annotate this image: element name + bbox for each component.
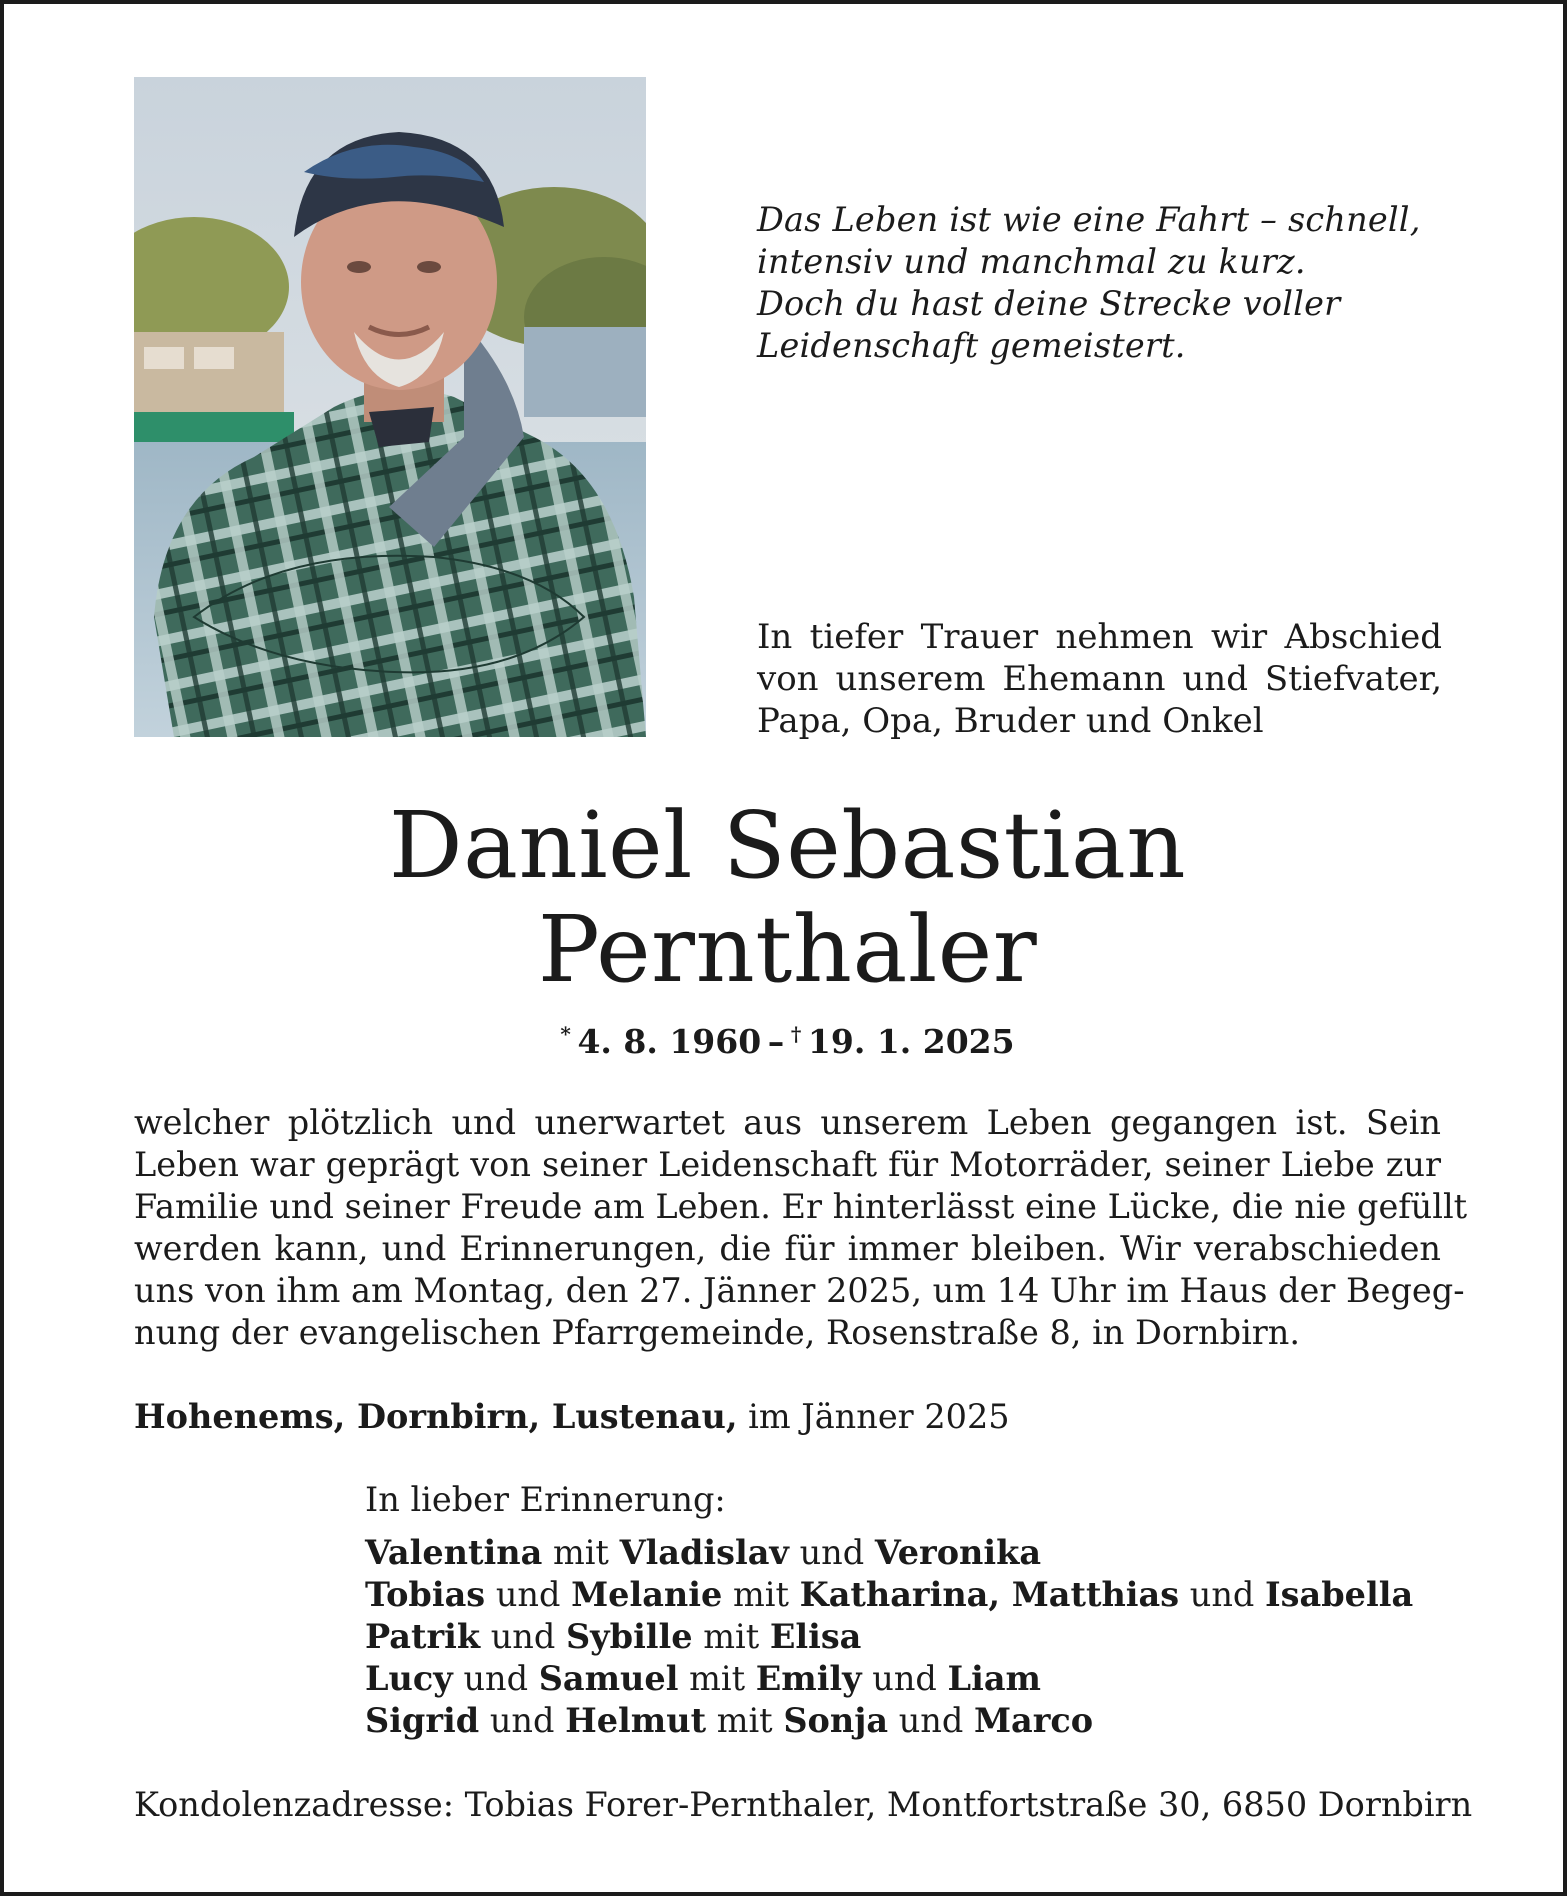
death-cross-icon: †: [790, 1022, 802, 1046]
mourner-name: Isabella: [1265, 1575, 1414, 1614]
obituary-body: [134, 1102, 1468, 1354]
deceased-name: [4, 794, 1567, 1002]
body-line: welcher plötzlich und unerwartet aus unserem Leben gegangen ist. Sein: [134, 1103, 1441, 1142]
memory-title: In lieber Erinnerung:: [365, 1480, 726, 1519]
quote-line: Doch du hast deine Strecke voller: [757, 284, 1341, 323]
mourner-row: [365, 1700, 1413, 1742]
mourner-name: Melanie: [571, 1575, 723, 1614]
mourner-connector: mit: [716, 1701, 773, 1740]
mourner-name: Helmut: [565, 1701, 707, 1740]
quote-line: Das Leben ist wie eine Fahrt – schnell,: [757, 200, 1421, 239]
body-line: Leben war geprägt von seiner Leidenschaft für Motorräder, seiner Liebe zur: [134, 1145, 1441, 1184]
body-line: werden kann, und Erinnerungen, die für immer bleiben. Wir verabschieden: [134, 1229, 1441, 1268]
death-date: 19. 1. 2025: [807, 1022, 1015, 1061]
mourners-list: [365, 1532, 1413, 1742]
mourner-row: [365, 1658, 1413, 1700]
mourner-name: Katharina, Matthias: [799, 1575, 1180, 1614]
mourner-connector: mit: [732, 1575, 789, 1614]
mourner-connector: und: [489, 1701, 555, 1740]
mourner-name: Sigrid: [365, 1701, 480, 1740]
date-separator: –: [767, 1022, 785, 1061]
intro-line: von unserem Ehemann und Stiefvater,: [757, 659, 1442, 699]
name-line-last: Pernthaler: [537, 896, 1038, 1003]
body-line: nung der evangelischen Pfarrgemeinde, Rosenstraße 8, in Dornbirn.: [134, 1313, 1301, 1352]
mourner-connector: mit: [689, 1659, 746, 1698]
mourner-connector: mit: [552, 1533, 609, 1572]
mourning-intro: [757, 616, 1442, 742]
mourner-connector: und: [490, 1617, 556, 1656]
place-locations: Hohenems, Dornbirn, Lustenau,: [134, 1397, 738, 1436]
mourner-name: Marco: [973, 1701, 1094, 1740]
mourner-name: Valentina: [365, 1533, 543, 1572]
intro-line: In tiefer Trauer nehmen wir Abschied: [757, 617, 1442, 657]
portrait-photo: [134, 77, 646, 737]
birth-star-icon: *: [560, 1022, 571, 1046]
mourner-connector: und: [463, 1659, 529, 1698]
body-line: uns von ihm am Montag, den 27. Jänner 2025, um 14 Uhr im Haus der Begeg-: [134, 1271, 1465, 1310]
name-line-first: Daniel Sebastian: [388, 792, 1187, 899]
quote-line: intensiv und manchmal zu kurz.: [757, 242, 1306, 281]
mourner-row: [365, 1532, 1413, 1574]
mourner-name: Vladislav: [619, 1533, 789, 1572]
place-date: im Jänner 2025: [748, 1397, 1010, 1436]
intro-line: Papa, Opa, Bruder und Onkel: [757, 701, 1264, 741]
mourner-name: Tobias: [365, 1575, 486, 1614]
mourner-name: Patrik: [365, 1617, 481, 1656]
birth-date: 4. 8. 1960: [577, 1022, 762, 1061]
mourner-name: Sybille: [565, 1617, 693, 1656]
mourner-name: Emily: [755, 1659, 862, 1698]
body-line: Familie und seiner Freude am Leben. Er hinterlässt eine Lücke, die nie gefüllt: [134, 1187, 1468, 1226]
epitaph-quote: [757, 199, 1457, 367]
mourner-connector: und: [898, 1701, 964, 1740]
mourner-name: Veronika: [874, 1533, 1042, 1572]
mourner-name: Lucy: [365, 1659, 453, 1698]
life-dates: [4, 1014, 1567, 1062]
mourner-name: Elisa: [769, 1617, 862, 1656]
mourner-connector: und: [495, 1575, 561, 1614]
mourner-row: [365, 1616, 1413, 1658]
mourner-row: [365, 1574, 1413, 1616]
mourner-connector: mit: [703, 1617, 760, 1656]
mourner-connector: und: [1189, 1575, 1255, 1614]
mourner-name: Liam: [947, 1659, 1041, 1698]
mourner-connector: und: [872, 1659, 937, 1698]
condolence-address: Kondolenzadresse: Tobias Forer-Pernthaler, Montfortstraße 30, 6850 Dornbirn: [134, 1785, 1473, 1824]
mourner-name: Sonja: [783, 1701, 889, 1740]
place-and-date: [134, 1396, 1334, 1438]
mourner-connector: und: [799, 1533, 865, 1572]
mourner-name: Samuel: [538, 1659, 679, 1698]
quote-line: Leidenschaft gemeistert.: [757, 326, 1186, 365]
